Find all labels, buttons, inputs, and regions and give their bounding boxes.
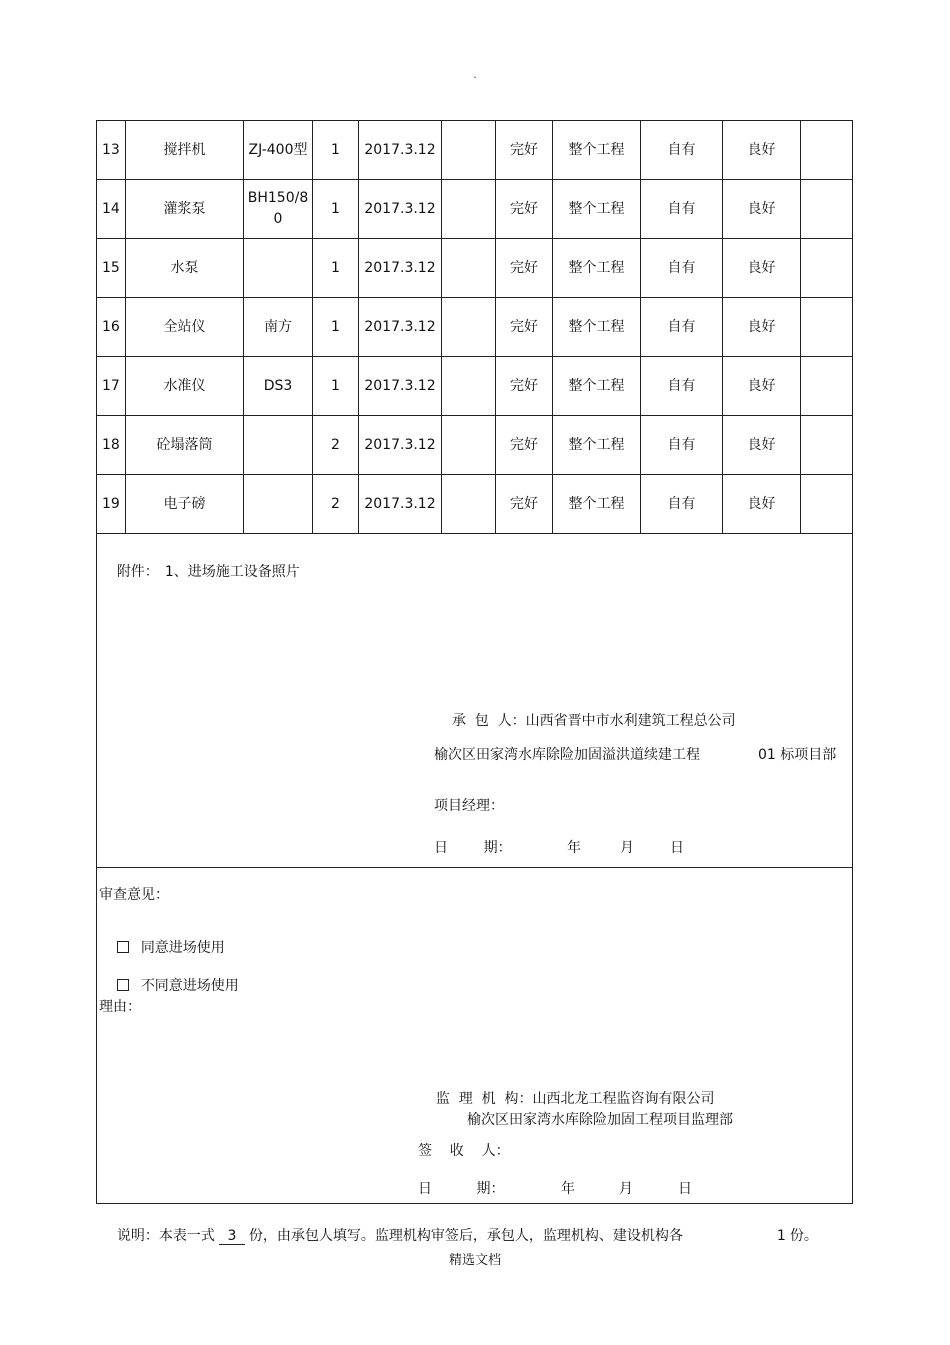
note-copies: 3 [219,1229,245,1245]
status: 良好 [723,121,801,180]
remark [801,239,853,298]
condition: 完好 [496,416,553,475]
equipment-model: DS3 [244,357,313,416]
review-month: 月 [619,1181,633,1197]
contractor-month: 月 [620,840,634,856]
table-row [97,239,853,298]
contractor-year: 年 [567,840,581,856]
project-name: 榆次区田家湾水库除险加固溢洪道续建工程 [434,747,700,763]
condition: 完好 [496,180,553,239]
row-number: 18 [97,416,126,475]
equipment-table [96,120,853,534]
entry-date: 2017.3.12 [359,357,442,416]
equipment-model: ZJ-400型 [244,121,313,180]
equipment-model [244,239,313,298]
note-middle: 份，由承包人填写。监理机构审签后，承包人，监理机构、建设机构各 [248,1228,683,1244]
remark [801,121,853,180]
equipment-name: 砼塌落筒 [126,416,244,475]
supervisor-company: 山西北龙工程监咨询有限公司 [532,1091,715,1107]
row-number: 13 [97,121,126,180]
quantity: 2 [313,416,359,475]
ownership: 自有 [641,239,723,298]
quantity: 1 [313,239,359,298]
attachment-item: 1、进场施工设备照片 [164,564,300,580]
review-year: 年 [561,1181,575,1197]
form-note [108,1209,683,1245]
contractor-section [96,531,853,868]
quantity: 2 [313,475,359,534]
row-number: 15 [97,239,126,298]
condition: 完好 [496,239,553,298]
entry-date: 2017.3.12 [359,475,442,534]
usage-scope: 整个工程 [553,475,641,534]
entry-date: 2017.3.12 [359,239,442,298]
blank-cell [442,475,496,534]
blank-cell [442,357,496,416]
contractor-day: 日 [670,840,684,856]
table-row [97,475,853,534]
ownership: 自有 [641,416,723,475]
contractor-label: 承 包 人： [451,713,526,729]
contractor-company: 山西省晋中市水利建筑工程总公司 [525,713,736,729]
table-row [97,357,853,416]
header-mark: . [473,68,477,81]
equipment-name: 灌浆泵 [126,180,244,239]
page-footer: 精选文档 [448,1253,501,1268]
condition: 完好 [496,357,553,416]
ownership: 自有 [641,180,723,239]
usage-scope: 整个工程 [553,180,641,239]
note-prefix: 说明：本表一式 [116,1228,215,1244]
supervisor-dept: 榆次区田家湾水库除险加固工程项目监理部 [467,1112,733,1128]
ownership: 自有 [641,475,723,534]
entry-date: 2017.3.12 [359,180,442,239]
contractor-date-label: 日 期： [434,840,512,856]
blank-cell [442,121,496,180]
blank-cell [442,239,496,298]
row-number: 14 [97,180,126,239]
usage-scope: 整个工程 [553,298,641,357]
condition: 完好 [496,298,553,357]
usage-scope: 整个工程 [553,416,641,475]
remark [801,475,853,534]
attachment-line [99,545,300,597]
supervisor-label: 监 理 机 构： [435,1091,533,1107]
remark [801,357,853,416]
ownership: 自有 [641,298,723,357]
status: 良好 [723,239,801,298]
table-row [97,416,853,475]
note-each: 1 [776,1228,786,1244]
blank-cell [442,416,496,475]
quantity: 1 [313,121,359,180]
quantity: 1 [313,180,359,239]
review-label: 审查意见： [99,887,169,903]
note-tail [768,1209,818,1245]
reason-label: 理由： [99,999,141,1015]
table-row [97,298,853,357]
blank-cell [442,298,496,357]
remark [801,298,853,357]
status: 良好 [723,298,801,357]
status: 良好 [723,180,801,239]
row-number: 16 [97,298,126,357]
entry-date: 2017.3.12 [359,121,442,180]
ownership: 自有 [641,357,723,416]
equipment-name: 电子磅 [126,475,244,534]
usage-scope: 整个工程 [553,121,641,180]
entry-date: 2017.3.12 [359,298,442,357]
ownership: 自有 [641,121,723,180]
equipment-model: BH150/80 [244,180,313,239]
contractor-line [434,694,736,746]
equipment-model [244,475,313,534]
blank-cell [442,180,496,239]
condition: 完好 [496,475,553,534]
status: 良好 [723,357,801,416]
condition: 完好 [496,121,553,180]
row-number: 17 [97,357,126,416]
receiver-label: 签 收 人： [418,1143,510,1159]
equipment-name: 全站仪 [126,298,244,357]
agree-checkbox[interactable] [117,941,129,953]
note-suffix: 份。 [789,1228,818,1244]
equipment-name: 水准仪 [126,357,244,416]
status: 良好 [723,475,801,534]
equipment-model [244,416,313,475]
quantity: 1 [313,357,359,416]
option-disagree-label: 不同意进场使用 [140,978,239,994]
project-department: 01 标项目部 [758,747,837,763]
review-date-label: 日 期： [418,1181,505,1197]
usage-scope: 整个工程 [553,239,641,298]
attachment-label: 附件： [116,564,159,580]
quantity: 1 [313,298,359,357]
remark [801,180,853,239]
table-row [97,180,853,239]
review-day: 日 [678,1181,692,1197]
table-row [97,121,853,180]
equipment-name: 搅拌机 [126,121,244,180]
status: 良好 [723,416,801,475]
usage-scope: 整个工程 [553,357,641,416]
equipment-model: 南方 [244,298,313,357]
entry-date: 2017.3.12 [359,416,442,475]
row-number: 19 [97,475,126,534]
disagree-checkbox[interactable] [117,979,129,991]
equipment-name: 水泵 [126,239,244,298]
remark [801,416,853,475]
review-section [96,867,853,1204]
manager-label: 项目经理： [434,798,504,814]
option-agree-label: 同意进场使用 [140,940,225,956]
